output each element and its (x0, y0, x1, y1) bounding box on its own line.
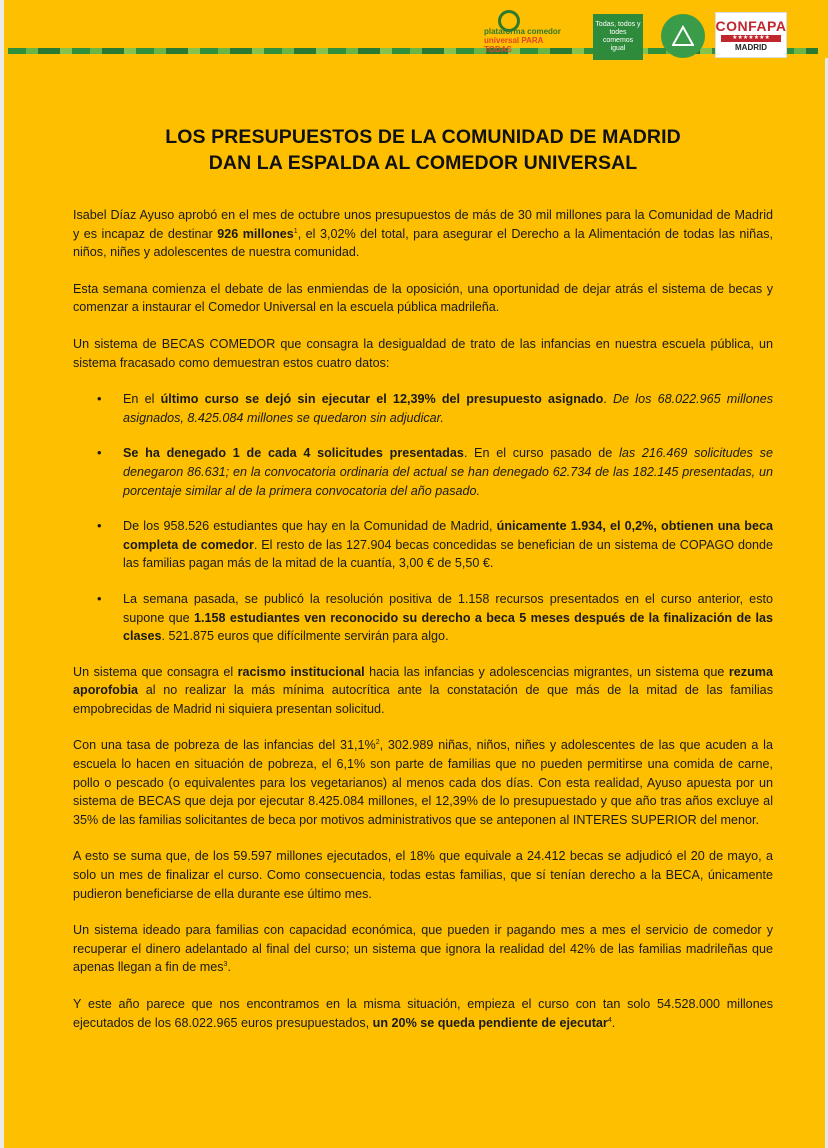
bullet-item-2: • Se ha denegado 1 de cada 4 solicitudes presentadas. En el curso pasado de las 216.469 solicitudes se denegaron 86.631; en la convocatoria ordinaria del actual se han denegado 62.734 de las 182.145 presentadas, un porcentaje similar al de la primera convocatoria del año pasado. (123, 444, 773, 500)
bullet-item-1: • En el último curso se dejó sin ejecutar el 12,39% del presupuesto asignado. De los 68.022.965 millones asignados, 8.425.084 millones se quedaron sin adjudicar. (123, 390, 773, 427)
bullet-item-3: • De los 958.526 estudiantes que hay en la Comunidad de Madrid, únicamente 1.934, el 0,2%, obtienen una beca completa de comedor. El resto de las 127.904 becas concedidas se benefician de un sistema de COPAGO donde las familias pagan más de la mitad de la cuantía, 3,00 € de 5,50 €. (123, 517, 773, 573)
bullet-item-4: • La semana pasada, se publicó la resolución positiva de 1.158 recursos presentados en el curso anterior, esto supone que 1.158 estudiantes ven reconocido su derecho a beca 5 meses después de la finalización de las clases. 521.875 euros que difícilmente servirán para algo. (123, 590, 773, 646)
title-line-1: LOS PRESUPUESTOS DE LA COMUNIDAD DE MADRID (165, 126, 681, 148)
data-bullet-list (73, 390, 773, 646)
title-line-2: DAN LA ESPALDA AL COMEDOR UNIVERSAL (208, 152, 638, 174)
circle-icon (498, 10, 520, 32)
paragraph-3: Un sistema de BECAS COMEDOR que consagra la desigualdad de trato de las infancias en nuestra escuela pública, un sistema fracasado como demuestran estos cuatro datos: (73, 336, 773, 370)
document-title (73, 124, 773, 176)
plataforma-comedor-universal-logo: plataforma comedor universal PARA TODAS (484, 10, 570, 54)
footnote-ref-4: 4 (607, 1016, 612, 1024)
si-comemos-logo: Todas, todos y todes comemos igual (593, 14, 643, 60)
document-body (73, 124, 773, 1050)
paragraph-2: Esta semana comienza el debate de las enmiendas de la oposición, una oportunidad de dejar atrás el sistema de becas y comenzar a instaurar el Comedor Universal en la escuela pública madrileña. (73, 281, 773, 315)
confapa-madrid-logo: CONFAPA ★★★★★★★ MADRID (715, 12, 787, 58)
paragraph-5: Con una tasa de pobreza de las infancias del 31,1%$^2$, 302.989 niñas, niños, niñes y adolescentes de las que acuden a la escuela lo hacen en situación de pobreza, el 6,1% son parte de familias que no pueden permitirse una comida de carne, pollo o pescado (o equivalentes para los vegetarianos) al menos cada dos días. Con esta realidad, Ayuso apuesta por un sistema de BECAS que deja por ejecutar 8.425.084 millones, el 12,39% de lo presupuestado y que año tras años excluye al 35% de las familias solicitantes de beca por motivos administrativos que se anteponen al INTERES SUPERIOR del menor. (73, 738, 773, 827)
footnote-ref-2: 2 (375, 739, 380, 747)
paragraph-7: Un sistema ideado para familias con capacidad económica, que pueden ir pagando mes a mes el servicio de comedor y recuperar el dinero adelantado al final del curso; un sistema que ignora la realidad del 42% de las familias madrileñas que apenas llegan a fin de mes$^3$. (73, 923, 773, 975)
paragraph-4: Un sistema que consagra el racismo institucional hacia las infancias y adolescencias migrantes, un sistema que rezuma aporofobia al no realizar la más mínima autocrítica ante la constatación de que más de la mitad de las familias empobrecidas de Madrid ni siquiera presentan solicitud. (73, 664, 774, 716)
green-badge-logo (661, 14, 705, 58)
page-edge-left (0, 0, 4, 1148)
triangle-icon (672, 25, 694, 47)
paragraph-6: A esto se suma que, de los 59.597 millones ejecutados, el 18% que equivale a 24.412 becas se adjudicó el 20 de mayo, a solo un mes de finalizar el curso. Como consecuencia, todas estas familias, que sí tenían derecho a la BECA, únicamente pudieron beneficiarse de ella durante ese último mes. (73, 849, 773, 901)
footnote-ref-1: 1 (293, 227, 298, 235)
paragraph-8: Y este año parece que nos encontramos en la misma situación, empieza el curso con tan solo 54.528.000 millones ejecutados de los 68.022.965 euros presupuestados, un 20% se queda pendiente de ejecutar$^4$. (73, 997, 773, 1030)
footnote-ref-3: 3 (223, 961, 228, 969)
paragraph-1: Isabel Díaz Ayuso aprobó en el mes de octubre unos presupuestos de más de 30 mil millones para la Comunidad de Madrid y es incapaz de destinar 926 millones$^1$, el 3,02% del total, para asegurar el Derecho a la Alimentación de todas las niñas, niños, niñes y adolescentes de nuestra comunidad. (73, 208, 773, 260)
